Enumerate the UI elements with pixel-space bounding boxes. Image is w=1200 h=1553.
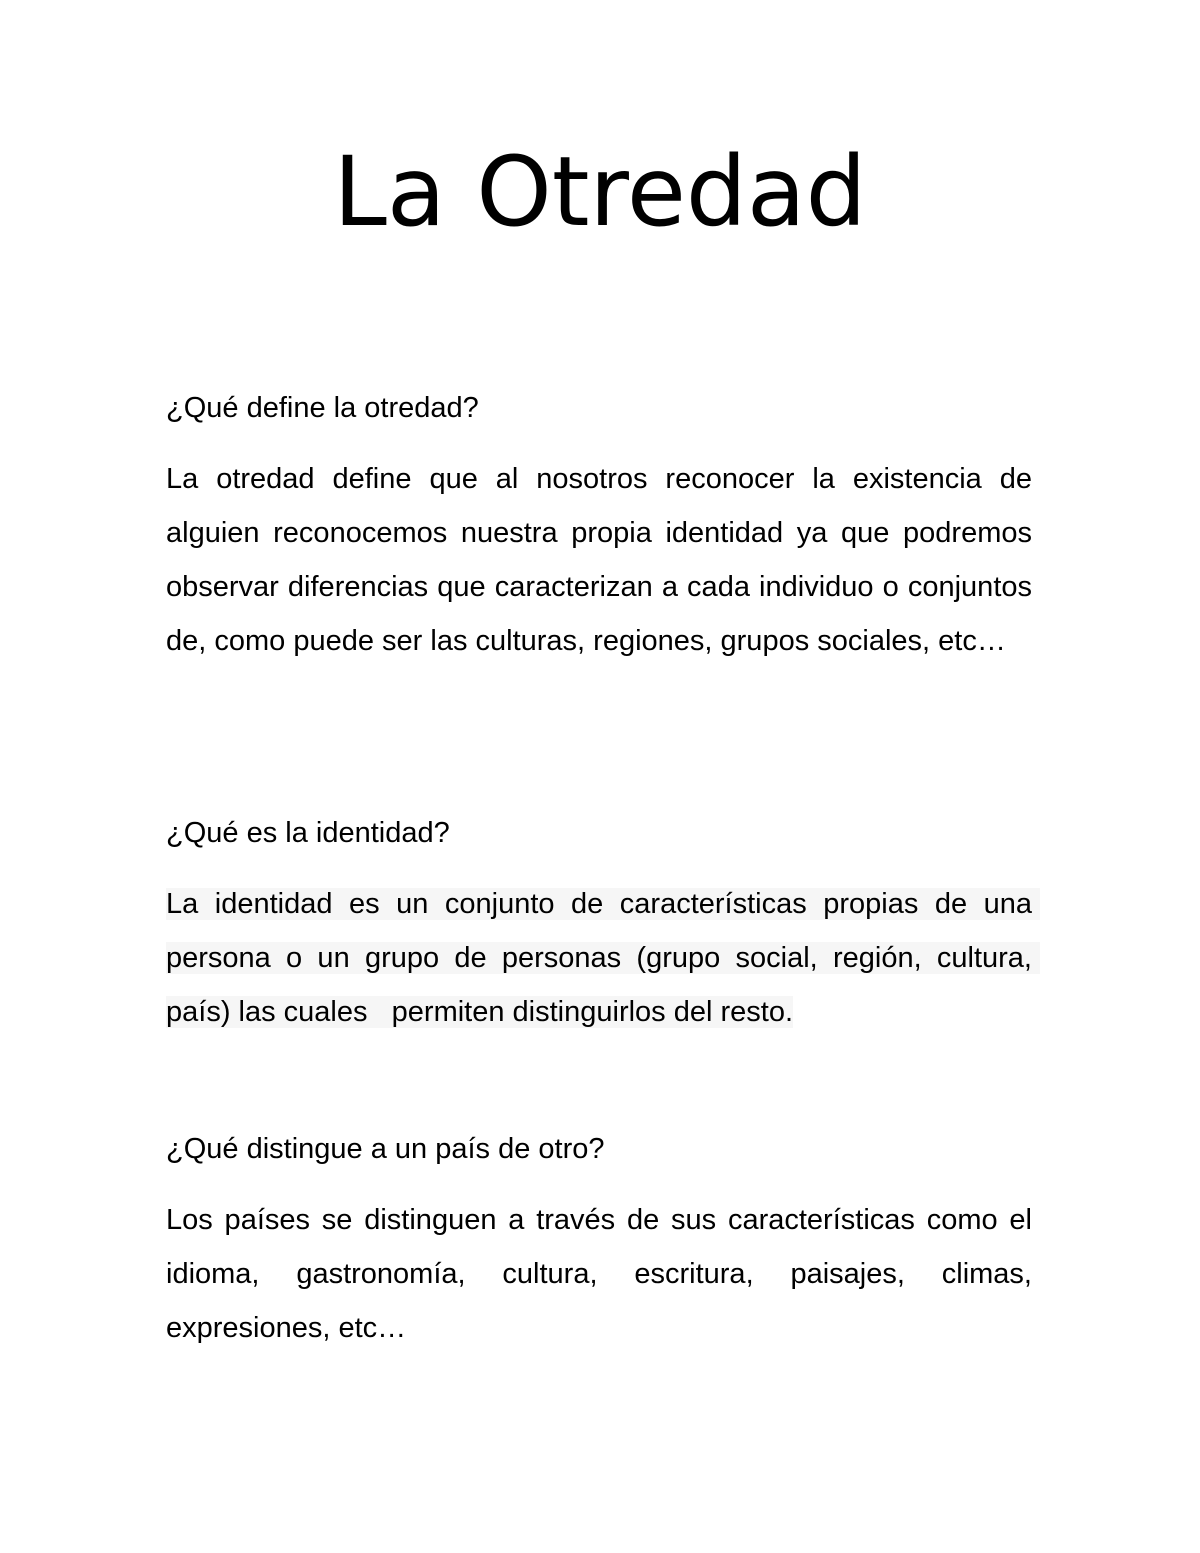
section-identidad: [166, 813, 1041, 1039]
section-question: ¿Qué es la identidad?: [166, 817, 450, 849]
answer-text: Los países se distinguen a través de sus características como el idioma, gastronomía, cultura, escritura, paisajes, climas, expresiones, etc…: [166, 1204, 1032, 1344]
section-question: ¿Qué distingue a un país de otro?: [166, 1133, 605, 1165]
section-pais: [166, 1129, 1032, 1355]
section-otredad: [166, 388, 1032, 668]
answer-text-highlighted: La identidad es un conjunto de características propias de una persona o un grupo de personas (grupo social, región, cultura, país) las cuales permiten distinguirlos del resto.: [166, 888, 1041, 1028]
section-answer: [166, 1193, 1032, 1355]
page-title: La Otredad: [333, 136, 867, 248]
answer-text: La otredad define que al nosotros reconocer la existencia de alguien reconocemos nuestra propia identidad ya que podremos observar diferencias que caracterizan a cada individuo o conjuntos de, como puede ser las culturas, regiones, grupos sociales, etc…: [166, 463, 1032, 657]
section-question: ¿Qué define la otredad?: [166, 392, 479, 424]
section-answer: [166, 877, 1041, 1039]
section-answer: [166, 452, 1032, 668]
